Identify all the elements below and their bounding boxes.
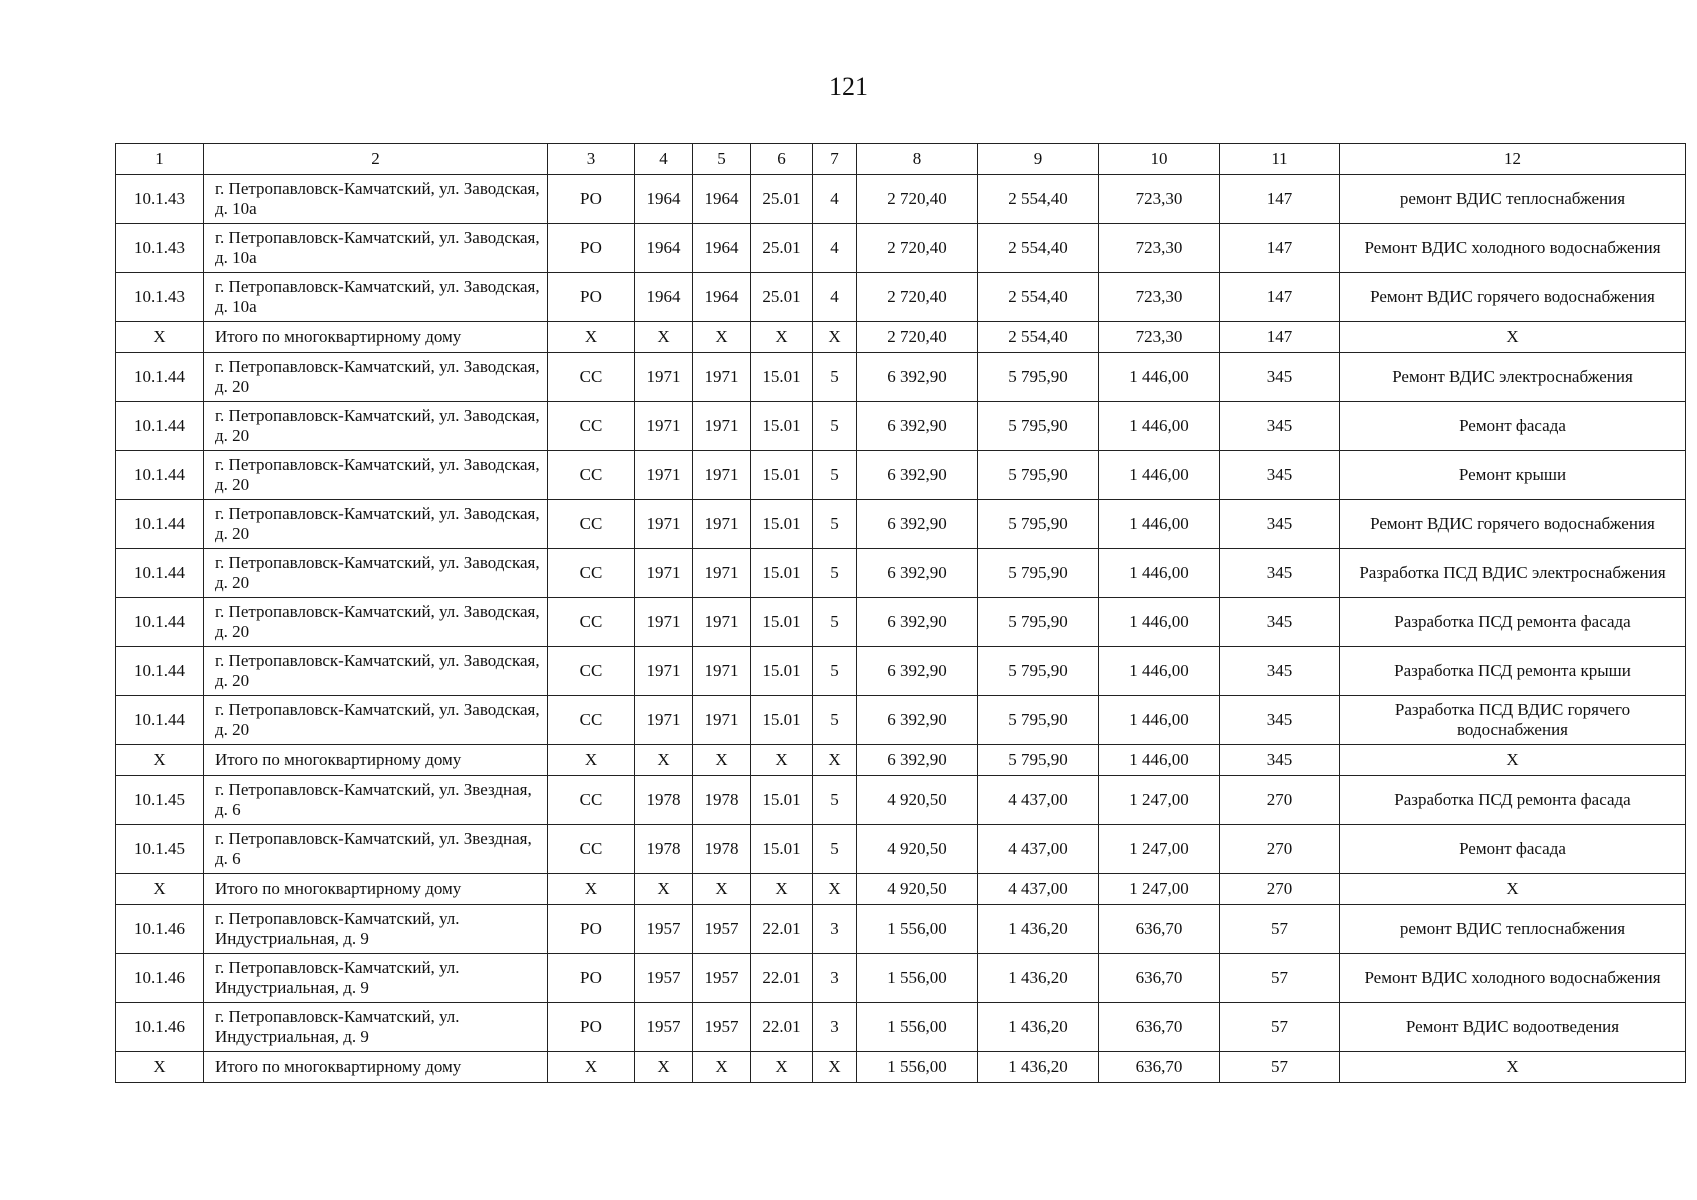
item-number-cell: 10.1.44 — [116, 696, 204, 745]
floors-cell: 5 — [813, 500, 857, 549]
residents-cell: 57 — [1220, 954, 1340, 1003]
living-area-cell: 5 795,90 — [978, 451, 1099, 500]
nonliving-area-cell: 1 446,00 — [1099, 647, 1220, 696]
residents-cell: 345 — [1220, 745, 1340, 776]
item-number-cell: 10.1.46 — [116, 1003, 204, 1052]
address-cell: г. Петропавловск-Камчатский, ул. Заводская, д. 10а — [204, 224, 548, 273]
nonliving-area-cell: 1 446,00 — [1099, 696, 1220, 745]
residents-cell: 57 — [1220, 1003, 1340, 1052]
floors-cell: X — [813, 1052, 857, 1083]
wall-material-cell: РО — [548, 954, 635, 1003]
commission-year-cell: 1964 — [693, 224, 751, 273]
residents-cell: 57 — [1220, 1052, 1340, 1083]
work-type-cell: Ремонт фасада — [1340, 825, 1686, 874]
commission-year-cell: 1971 — [693, 549, 751, 598]
residents-cell: 345 — [1220, 500, 1340, 549]
work-type-cell: X — [1340, 874, 1686, 905]
residents-cell: 147 — [1220, 322, 1340, 353]
date-cell: 15.01 — [751, 776, 813, 825]
residents-cell: 345 — [1220, 647, 1340, 696]
wall-material-cell: РО — [548, 175, 635, 224]
table-row — [116, 353, 1686, 402]
column-header: 11 — [1220, 144, 1340, 175]
wall-material-cell: СС — [548, 402, 635, 451]
item-number-cell: X — [116, 1052, 204, 1083]
work-type-cell: Ремонт фасада — [1340, 402, 1686, 451]
item-number-cell: 10.1.44 — [116, 451, 204, 500]
wall-material-cell: РО — [548, 905, 635, 954]
table-row — [116, 598, 1686, 647]
nonliving-area-cell: 636,70 — [1099, 905, 1220, 954]
total-area-cell: 6 392,90 — [857, 353, 978, 402]
build-year-cell: 1957 — [635, 954, 693, 1003]
total-area-cell: 6 392,90 — [857, 745, 978, 776]
nonliving-area-cell: 723,30 — [1099, 175, 1220, 224]
date-cell: 15.01 — [751, 647, 813, 696]
column-header: 12 — [1340, 144, 1686, 175]
living-area-cell: 4 437,00 — [978, 825, 1099, 874]
build-year-cell: 1971 — [635, 500, 693, 549]
wall-material-cell: X — [548, 874, 635, 905]
build-year-cell: 1971 — [635, 598, 693, 647]
table-row — [116, 549, 1686, 598]
total-area-cell: 6 392,90 — [857, 598, 978, 647]
floors-cell: 5 — [813, 353, 857, 402]
item-number-cell: 10.1.44 — [116, 402, 204, 451]
item-number-cell: 10.1.43 — [116, 224, 204, 273]
nonliving-area-cell: 1 446,00 — [1099, 500, 1220, 549]
floors-cell: 3 — [813, 1003, 857, 1052]
total-area-cell: 1 556,00 — [857, 1052, 978, 1083]
total-area-cell: 6 392,90 — [857, 696, 978, 745]
floors-cell: 5 — [813, 549, 857, 598]
residents-cell: 345 — [1220, 451, 1340, 500]
total-area-cell: 6 392,90 — [857, 500, 978, 549]
nonliving-area-cell: 1 247,00 — [1099, 825, 1220, 874]
wall-material-cell: X — [548, 745, 635, 776]
wall-material-cell: РО — [548, 224, 635, 273]
column-header: 3 — [548, 144, 635, 175]
total-area-cell: 4 920,50 — [857, 776, 978, 825]
build-year-cell: 1964 — [635, 273, 693, 322]
build-year-cell: 1964 — [635, 224, 693, 273]
living-area-cell: 4 437,00 — [978, 776, 1099, 825]
commission-year-cell: 1964 — [693, 175, 751, 224]
commission-year-cell: 1971 — [693, 647, 751, 696]
living-area-cell: 5 795,90 — [978, 353, 1099, 402]
commission-year-cell: X — [693, 322, 751, 353]
date-cell: 15.01 — [751, 451, 813, 500]
table-row — [116, 175, 1686, 224]
nonliving-area-cell: 723,30 — [1099, 322, 1220, 353]
floors-cell: X — [813, 745, 857, 776]
commission-year-cell: 1957 — [693, 954, 751, 1003]
nonliving-area-cell: 1 446,00 — [1099, 598, 1220, 647]
living-area-cell: 2 554,40 — [978, 224, 1099, 273]
build-year-cell: 1957 — [635, 1003, 693, 1052]
column-header: 1 — [116, 144, 204, 175]
living-area-cell: 2 554,40 — [978, 273, 1099, 322]
residents-cell: 345 — [1220, 402, 1340, 451]
residents-cell: 345 — [1220, 696, 1340, 745]
total-row — [116, 1052, 1686, 1083]
build-year-cell: 1978 — [635, 825, 693, 874]
work-type-cell: Ремонт крыши — [1340, 451, 1686, 500]
table-row — [116, 402, 1686, 451]
work-type-cell: Ремонт ВДИС холодного водоснабжения — [1340, 954, 1686, 1003]
item-number-cell: 10.1.44 — [116, 549, 204, 598]
total-area-cell: 6 392,90 — [857, 451, 978, 500]
item-number-cell: 10.1.43 — [116, 175, 204, 224]
date-cell: 22.01 — [751, 905, 813, 954]
address-cell: г. Петропавловск-Камчатский, ул. Заводская, д. 20 — [204, 598, 548, 647]
total-area-cell: 1 556,00 — [857, 954, 978, 1003]
floors-cell: 5 — [813, 402, 857, 451]
wall-material-cell: РО — [548, 1003, 635, 1052]
column-header: 4 — [635, 144, 693, 175]
item-number-cell: X — [116, 322, 204, 353]
living-area-cell: 1 436,20 — [978, 954, 1099, 1003]
living-area-cell: 2 554,40 — [978, 175, 1099, 224]
commission-year-cell: 1978 — [693, 776, 751, 825]
date-cell: 22.01 — [751, 954, 813, 1003]
commission-year-cell: 1971 — [693, 353, 751, 402]
living-area-cell: 5 795,90 — [978, 500, 1099, 549]
total-area-cell: 2 720,40 — [857, 322, 978, 353]
table-row — [116, 273, 1686, 322]
floors-cell: 3 — [813, 905, 857, 954]
table-row — [116, 1003, 1686, 1052]
work-type-cell: X — [1340, 745, 1686, 776]
build-year-cell: 1971 — [635, 353, 693, 402]
build-year-cell: X — [635, 1052, 693, 1083]
residents-cell: 345 — [1220, 549, 1340, 598]
living-area-cell: 1 436,20 — [978, 1003, 1099, 1052]
wall-material-cell: X — [548, 322, 635, 353]
address-cell: г. Петропавловск-Камчатский, ул. Заводская, д. 20 — [204, 451, 548, 500]
floors-cell: 5 — [813, 825, 857, 874]
floors-cell: X — [813, 874, 857, 905]
build-year-cell: 1957 — [635, 905, 693, 954]
date-cell: X — [751, 745, 813, 776]
living-area-cell: 5 795,90 — [978, 647, 1099, 696]
work-type-cell: X — [1340, 1052, 1686, 1083]
build-year-cell: X — [635, 745, 693, 776]
wall-material-cell: СС — [548, 451, 635, 500]
address-cell: г. Петропавловск-Камчатский, ул. Заводская, д. 20 — [204, 549, 548, 598]
table-body — [116, 175, 1686, 1083]
residents-cell: 270 — [1220, 874, 1340, 905]
total-area-cell: 6 392,90 — [857, 402, 978, 451]
floors-cell: 5 — [813, 647, 857, 696]
repair-program-table-container — [115, 143, 1685, 1083]
date-cell: X — [751, 1052, 813, 1083]
column-header: 10 — [1099, 144, 1220, 175]
item-number-cell: 10.1.46 — [116, 905, 204, 954]
floors-cell: 5 — [813, 696, 857, 745]
address-cell: г. Петропавловск-Камчатский, ул. Заводская, д. 20 — [204, 696, 548, 745]
living-area-cell: 5 795,90 — [978, 549, 1099, 598]
address-cell: г. Петропавловск-Камчатский, ул. Индустриальная, д. 9 — [204, 1003, 548, 1052]
address-cell: Итого по многоквартирному дому — [204, 1052, 548, 1083]
column-header: 5 — [693, 144, 751, 175]
living-area-cell: 1 436,20 — [978, 905, 1099, 954]
nonliving-area-cell: 723,30 — [1099, 224, 1220, 273]
date-cell: 25.01 — [751, 175, 813, 224]
build-year-cell: 1971 — [635, 402, 693, 451]
nonliving-area-cell: 1 446,00 — [1099, 549, 1220, 598]
column-header: 7 — [813, 144, 857, 175]
living-area-cell: 2 554,40 — [978, 322, 1099, 353]
date-cell: 22.01 — [751, 1003, 813, 1052]
item-number-cell: 10.1.44 — [116, 598, 204, 647]
living-area-cell: 1 436,20 — [978, 1052, 1099, 1083]
column-number-row — [116, 144, 1686, 175]
total-area-cell: 4 920,50 — [857, 825, 978, 874]
date-cell: 15.01 — [751, 549, 813, 598]
wall-material-cell: СС — [548, 598, 635, 647]
item-number-cell: 10.1.43 — [116, 273, 204, 322]
residents-cell: 345 — [1220, 598, 1340, 647]
work-type-cell: Ремонт ВДИС электроснабжения — [1340, 353, 1686, 402]
build-year-cell: 1978 — [635, 776, 693, 825]
commission-year-cell: 1957 — [693, 905, 751, 954]
total-area-cell: 4 920,50 — [857, 874, 978, 905]
date-cell: 15.01 — [751, 598, 813, 647]
residents-cell: 57 — [1220, 905, 1340, 954]
nonliving-area-cell: 1 247,00 — [1099, 776, 1220, 825]
work-type-cell: Разработка ПСД ВДИС электроснабжения — [1340, 549, 1686, 598]
floors-cell: 5 — [813, 451, 857, 500]
residents-cell: 345 — [1220, 353, 1340, 402]
commission-year-cell: 1971 — [693, 500, 751, 549]
date-cell: 15.01 — [751, 696, 813, 745]
nonliving-area-cell: 636,70 — [1099, 954, 1220, 1003]
column-header: 8 — [857, 144, 978, 175]
total-area-cell: 1 556,00 — [857, 905, 978, 954]
commission-year-cell: 1971 — [693, 598, 751, 647]
wall-material-cell: СС — [548, 353, 635, 402]
column-header: 9 — [978, 144, 1099, 175]
address-cell: г. Петропавловск-Камчатский, ул. Звездная, д. 6 — [204, 776, 548, 825]
residents-cell: 147 — [1220, 175, 1340, 224]
wall-material-cell: X — [548, 1052, 635, 1083]
floors-cell: 5 — [813, 776, 857, 825]
table-row — [116, 647, 1686, 696]
work-type-cell: Ремонт ВДИС горячего водоснабжения — [1340, 273, 1686, 322]
column-header: 2 — [204, 144, 548, 175]
nonliving-area-cell: 1 446,00 — [1099, 451, 1220, 500]
address-cell: г. Петропавловск-Камчатский, ул. Звездная, д. 6 — [204, 825, 548, 874]
address-cell: г. Петропавловск-Камчатский, ул. Индустриальная, д. 9 — [204, 954, 548, 1003]
floors-cell: 4 — [813, 224, 857, 273]
work-type-cell: Ремонт ВДИС горячего водоснабжения — [1340, 500, 1686, 549]
wall-material-cell: СС — [548, 549, 635, 598]
wall-material-cell: СС — [548, 776, 635, 825]
item-number-cell: 10.1.44 — [116, 353, 204, 402]
date-cell: 15.01 — [751, 500, 813, 549]
build-year-cell: X — [635, 322, 693, 353]
date-cell: X — [751, 874, 813, 905]
commission-year-cell: X — [693, 874, 751, 905]
address-cell: г. Петропавловск-Камчатский, ул. Заводская, д. 10а — [204, 273, 548, 322]
work-type-cell: Разработка ПСД ВДИС горячего водоснабжения — [1340, 696, 1686, 745]
table-row — [116, 825, 1686, 874]
work-type-cell: Ремонт ВДИС водоотведения — [1340, 1003, 1686, 1052]
nonliving-area-cell: 1 446,00 — [1099, 353, 1220, 402]
total-row — [116, 745, 1686, 776]
table-row — [116, 954, 1686, 1003]
table-row — [116, 500, 1686, 549]
commission-year-cell: 1964 — [693, 273, 751, 322]
item-number-cell: X — [116, 874, 204, 905]
living-area-cell: 5 795,90 — [978, 745, 1099, 776]
work-type-cell: X — [1340, 322, 1686, 353]
nonliving-area-cell: 723,30 — [1099, 273, 1220, 322]
floors-cell: 3 — [813, 954, 857, 1003]
nonliving-area-cell: 636,70 — [1099, 1052, 1220, 1083]
total-area-cell: 2 720,40 — [857, 224, 978, 273]
date-cell: 25.01 — [751, 224, 813, 273]
work-type-cell: Ремонт ВДИС холодного водоснабжения — [1340, 224, 1686, 273]
living-area-cell: 4 437,00 — [978, 874, 1099, 905]
work-type-cell: Разработка ПСД ремонта фасада — [1340, 598, 1686, 647]
item-number-cell: 10.1.44 — [116, 647, 204, 696]
repair-program-table — [115, 143, 1686, 1083]
living-area-cell: 5 795,90 — [978, 598, 1099, 647]
total-row — [116, 874, 1686, 905]
build-year-cell: 1964 — [635, 175, 693, 224]
address-cell: Итого по многоквартирному дому — [204, 874, 548, 905]
floors-cell: 4 — [813, 273, 857, 322]
address-cell: г. Петропавловск-Камчатский, ул. Индустриальная, д. 9 — [204, 905, 548, 954]
wall-material-cell: СС — [548, 696, 635, 745]
nonliving-area-cell: 636,70 — [1099, 1003, 1220, 1052]
date-cell: 15.01 — [751, 353, 813, 402]
nonliving-area-cell: 1 446,00 — [1099, 402, 1220, 451]
item-number-cell: 10.1.44 — [116, 500, 204, 549]
date-cell: X — [751, 322, 813, 353]
address-cell: г. Петропавловск-Камчатский, ул. Заводская, д. 10а — [204, 175, 548, 224]
floors-cell: 5 — [813, 598, 857, 647]
commission-year-cell: 1971 — [693, 696, 751, 745]
table-row — [116, 451, 1686, 500]
nonliving-area-cell: 1 247,00 — [1099, 874, 1220, 905]
item-number-cell: 10.1.46 — [116, 954, 204, 1003]
residents-cell: 270 — [1220, 776, 1340, 825]
commission-year-cell: 1978 — [693, 825, 751, 874]
nonliving-area-cell: 1 446,00 — [1099, 745, 1220, 776]
page-number: 121 — [829, 72, 868, 101]
build-year-cell: 1971 — [635, 647, 693, 696]
address-cell: г. Петропавловск-Камчатский, ул. Заводская, д. 20 — [204, 647, 548, 696]
total-row — [116, 322, 1686, 353]
wall-material-cell: СС — [548, 647, 635, 696]
item-number-cell: 10.1.45 — [116, 776, 204, 825]
build-year-cell: 1971 — [635, 696, 693, 745]
build-year-cell: 1971 — [635, 451, 693, 500]
address-cell: г. Петропавловск-Камчатский, ул. Заводская, д. 20 — [204, 353, 548, 402]
build-year-cell: X — [635, 874, 693, 905]
table-row — [116, 696, 1686, 745]
date-cell: 15.01 — [751, 825, 813, 874]
wall-material-cell: РО — [548, 273, 635, 322]
floors-cell: X — [813, 322, 857, 353]
item-number-cell: 10.1.45 — [116, 825, 204, 874]
work-type-cell: ремонт ВДИС теплоснабжения — [1340, 175, 1686, 224]
living-area-cell: 5 795,90 — [978, 402, 1099, 451]
build-year-cell: 1971 — [635, 549, 693, 598]
table-row — [116, 905, 1686, 954]
commission-year-cell: 1971 — [693, 451, 751, 500]
residents-cell: 147 — [1220, 224, 1340, 273]
commission-year-cell: X — [693, 745, 751, 776]
total-area-cell: 1 556,00 — [857, 1003, 978, 1052]
work-type-cell: Разработка ПСД ремонта фасада — [1340, 776, 1686, 825]
work-type-cell: Разработка ПСД ремонта крыши — [1340, 647, 1686, 696]
address-cell: г. Петропавловск-Камчатский, ул. Заводская, д. 20 — [204, 402, 548, 451]
living-area-cell: 5 795,90 — [978, 696, 1099, 745]
date-cell: 15.01 — [751, 402, 813, 451]
commission-year-cell: 1957 — [693, 1003, 751, 1052]
address-cell: Итого по многоквартирному дому — [204, 322, 548, 353]
total-area-cell: 2 720,40 — [857, 175, 978, 224]
commission-year-cell: X — [693, 1052, 751, 1083]
wall-material-cell: СС — [548, 500, 635, 549]
table-row — [116, 224, 1686, 273]
total-area-cell: 2 720,40 — [857, 273, 978, 322]
work-type-cell: ремонт ВДИС теплоснабжения — [1340, 905, 1686, 954]
address-cell: г. Петропавловск-Камчатский, ул. Заводская, д. 20 — [204, 500, 548, 549]
table-row — [116, 776, 1686, 825]
wall-material-cell: СС — [548, 825, 635, 874]
column-header: 6 — [751, 144, 813, 175]
date-cell: 25.01 — [751, 273, 813, 322]
residents-cell: 270 — [1220, 825, 1340, 874]
address-cell: Итого по многоквартирному дому — [204, 745, 548, 776]
commission-year-cell: 1971 — [693, 402, 751, 451]
floors-cell: 4 — [813, 175, 857, 224]
item-number-cell: X — [116, 745, 204, 776]
total-area-cell: 6 392,90 — [857, 647, 978, 696]
total-area-cell: 6 392,90 — [857, 549, 978, 598]
residents-cell: 147 — [1220, 273, 1340, 322]
